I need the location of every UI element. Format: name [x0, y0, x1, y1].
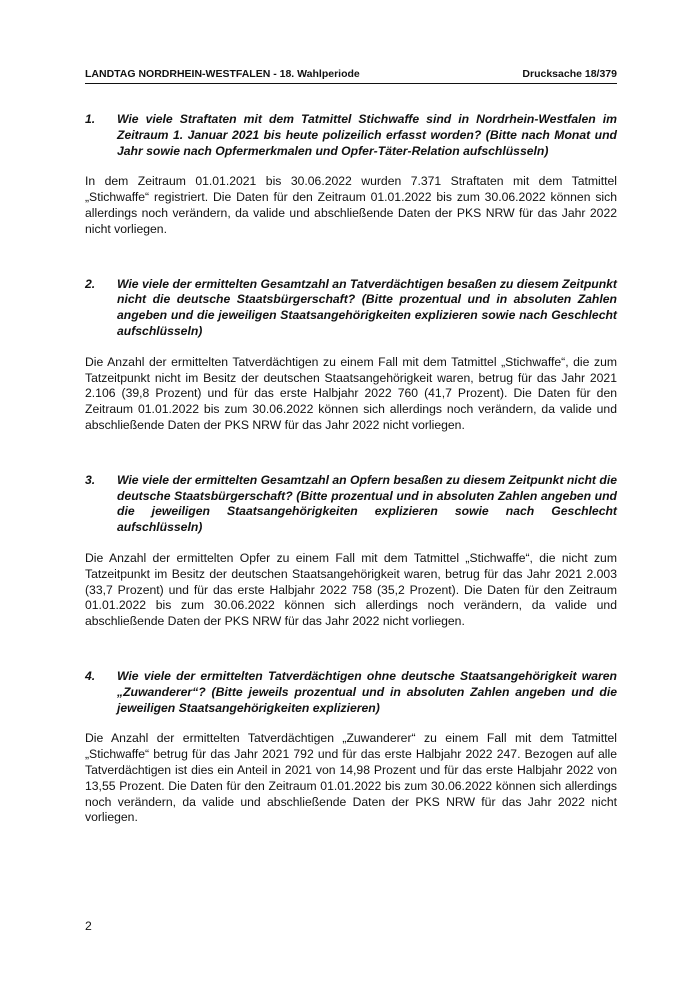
document-number: Drucksache 18/379 [522, 68, 617, 80]
page-number: 2 [85, 919, 92, 933]
question-number: 3. [85, 472, 96, 487]
question-text: Wie viele der ermittelten Gesamtzahl an Tatverdächtigen besaßen zu diesem Zeitpunkt nicht die deutsche Staatsbürgerschaft? (Bitte prozentual und in absoluten Zahlen angeben und die jeweiligen Staatsangehörigkeiten explizieren sowie nach Geschlecht aufschlüsseln) [117, 276, 617, 338]
page-header [85, 68, 617, 84]
document-page [85, 68, 617, 838]
question-text: Wie viele der ermittelten Tatverdächtigen ohne deutsche Staatsangehörigkeit waren „Zuwanderer“? (Bitte jeweils prozentual und in absoluten Zahlen angeben und die jeweiligen Staatsangehörigkeiten explizieren) [117, 668, 617, 715]
question-text: Wie viele der ermittelten Gesamtzahl an Opfern besaßen zu diesem Zeitpunkt nicht die deutsche Staatsbürgerschaft? (Bitte prozentual und in absoluten Zahlen angeben und die jeweiligen Staatsangehörigkeiten explizieren sowie nach Geschlecht aufschlüsseln) [117, 472, 617, 535]
question-3 [85, 473, 617, 536]
question-2 [85, 277, 617, 340]
question-number: 2. [85, 276, 96, 291]
question-text: Wie viele Straftaten mit dem Tatmittel Stichwaffe sind in Nordrhein-Westfalen im Zeitraum 1. Januar 2021 bis heute polizeilich erfasst worden? (Bitte nach Monat und Jahr sowie nach Opfermerkmalen und Opfer-Täter-Relation aufschlüsseln) [117, 112, 617, 158]
question-number: 4. [85, 668, 96, 683]
question-number: 1. [85, 112, 96, 126]
answer-2: Die Anzahl der ermittelten Tatverdächtigen zu einem Fall mit dem Tatmittel „Stichwaffe“, die zum Tatzeitpunkt nicht im Besitz der deutschen Staatsangehörigkeit waren, betrug für das Jahr 2021 2.106 (39,8 Prozent) und für das erste Halbjahr 2022 760 (41,7 Prozent). Die Daten für den Zeitraum 01.01.2022 bis zum 30.06.2022 können sich allerdings noch verändern, da valide und abschließende Daten der PKS NRW für das Jahr 2022 nicht vorliegen. [85, 354, 617, 432]
question-1 [85, 112, 617, 159]
header-title: LANDTAG NORDRHEIN-WESTFALEN - 18. Wahlperiode [85, 68, 360, 80]
answer-4: Die Anzahl der ermittelten Tatverdächtigen „Zuwanderer“ zu einem Fall mit dem Tatmittel „Stichwaffe“ betrug für das Jahr 2021 792 und für das erste Halbjahr 2022 247. Bezogen auf alle Tatverdächtigen ist dies ein Anteil in 2021 von 14,98 Prozent und für das erste Halbjahr 2022 von 13,55 Prozent. Die Daten für den Zeitraum 01.01.2022 bis zum 30.06.2022 können sich allerdings noch verändern, da valide und abschließende Daten der PKS NRW für das Jahr 2022 nicht vorliegen. [85, 731, 617, 825]
answer-1: In dem Zeitraum 01.01.2021 bis 30.06.2022 wurden 7.371 Straftaten mit dem Tatmittel „Stichwaffe“ registriert. Die Daten für den Zeitraum 01.01.2022 bis zum 30.06.2022 können sich allerdings noch verändern, da valide und abschließende Daten der PKS NRW für das Jahr 2022 nicht vorliegen. [85, 174, 617, 236]
answer-3: Die Anzahl der ermittelten Opfer zu einem Fall mit dem Tatmittel „Stichwaffe“, die nicht zum Tatzeitpunkt im Besitz der deutschen Staatsangehörigkeit waren, betrug für das Jahr 2021 2.003 (33,7 Prozent) und für das erste Halbjahr 2022 758 (35,2 Prozent). Die Daten für den Zeitraum 01.01.2022 bis zum 30.06.2022 können sich allerdings noch verändern, da valide und abschließende Daten der PKS NRW für das Jahr 2022 nicht vorliegen. [85, 550, 617, 629]
question-4 [85, 669, 617, 716]
